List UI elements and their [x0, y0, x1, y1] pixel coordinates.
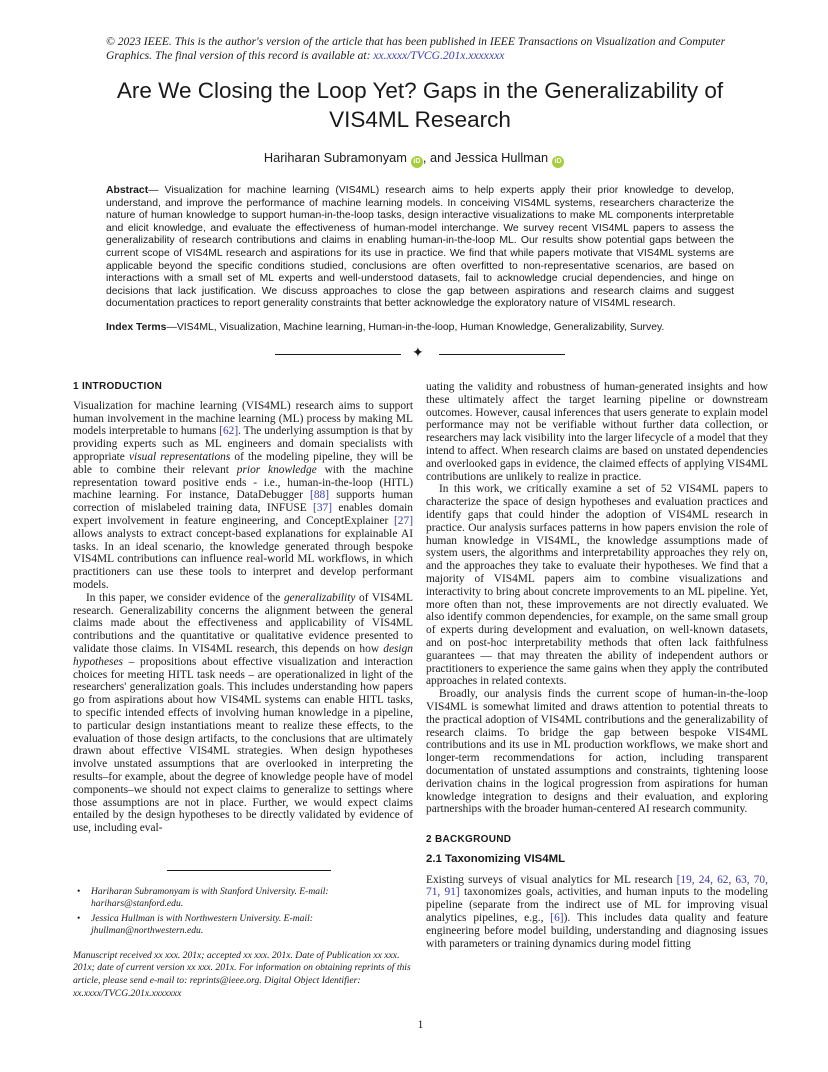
- copyright-notice: [106, 35, 734, 64]
- intro-paragraph-2: In this paper, we consider evidence of the generalizability of VIS4ML research. Generalizability concerns the alignment between the general claims made about the effectiveness and applicability of VIS4ML contributions and the quantitative or qualitative evidence presented to validate those claims. In VIS4ML research, this depends on how design hypotheses – propositions about effective visualization and interaction choices for meeting HITL task needs – are operationalized in light of the researchers' generalization goals. This includes understanding how papers go from aspirations about how VIS4ML systems can enable HITL tasks, to specific intended effects of involving human knowledge in a pipeline, to particular design instantiations meant to realize these effects, to the evaluation of those design artifacts, to the conclusions that are ultimately drawn about effective VIS4ML strategies. When design hypotheses involve unstated assumptions that are overlooked in interpreting the results–for example, about the degree of knowledge people have of model components–we should not expect claims to generalize to settings where those assumptions are not in place. Further, we would expect claims entailed by the design hypotheses to be directly validated by evidence of use, including eval-: [73, 591, 413, 835]
- abstract-text: — Visualization for machine learning (VIS4ML) research aims to help experts apply their prior knowledge to develop, understand, and improve the performance of machine learning models. In conceiving VIS4ML systems, researchers characterize the nature of human knowledge to support human-in-the-loop tasks, design interactive visualizations to make ML components interpretable and elicit knowledge, and evaluate the effectiveness of human-model interchange. We survey recent VIS4ML papers to assess the generalizability of research contributions and claims in enabling human-in-the-loop ML. Our results show potential gaps between the current scope of VIS4ML research and aspirations for its use in practice. We find that while papers motivate that VIS4ML systems are applicable beyond the specific conditions studied, conclusions are often overfitted to non-representative scenarios, are based on interactions with a small set of ML experts and well-understood datasets, fail to acknowledge crucial dependencies, and hinge on decisions that lack justification. We discuss approaches to close the gap between aspirations and research claims and suggest documentation practices to report generality constraints that better acknowledge the exploratory nature of VIS4ML research.: [106, 185, 734, 310]
- footnote-rule: [167, 870, 331, 871]
- section-heading-background: 2 BACKGROUND: [426, 834, 512, 846]
- abstract: [106, 185, 734, 311]
- author-line: [0, 150, 828, 168]
- orcid-icon-2[interactable]: iD: [552, 156, 564, 168]
- intro-paragraph-3: uating the validity and robustness of human-generated insights and how these ultimately affect the target learning pipeline or downstream outcomes. However, causal inferences that users generate to explain model performance may not be verifiable without further data collection, or researchers may lack visibility into the larger lifecycle of a model that they intend to affect. When research claims are based on unstated dependencies and overlooked gaps in evidence, the claimed effects of applying VIS4ML contributions are unlikely to realize in practice.: [426, 381, 768, 483]
- intro-paragraph-5: Broadly, our analysis finds the current scope of human-in-the-loop VIS4ML is somewhat limited and draws attention to potential threats to the practical adoption of VIS4ML contributions and the generalizability of research claims. To bridge the gap between bespoke VIS4ML contributions and its use in ML production workflows, we make short and longer-term recommendations for action, including transparent documentation of unstated assumptions and constraints, tightening loose derivation chains in the logical progression from aspirations for human knowledge integration to designs and their evaluation, and exploring partnerships with the broader human-centered AI research community.: [426, 688, 768, 816]
- divider-line-left: [275, 354, 401, 355]
- citation-link[interactable]: [37]: [313, 502, 333, 515]
- left-column: [73, 381, 413, 835]
- citation-link[interactable]: [19, 24, 62, 63, 70, 71, 91]: [426, 873, 768, 899]
- citation-link[interactable]: [6]: [550, 912, 564, 925]
- manuscript-note: Manuscript received xx xxx. 201x; accepted xx xxx. 201x. Date of Publication xx xxx. 201x; date of current version xx xxx. 201x. For information on obtaining reprints of this article, please send e-mail to: reprints@ieee.org. Digital Object Identifier: xx.xxxx/TVCG.201x.xxxxxxx: [73, 949, 411, 999]
- subsection-heading-taxonomizing: 2.1 Taxonomizing VIS4ML: [426, 852, 566, 865]
- page-number: 1: [417, 1019, 424, 1031]
- footnote-author-1: • Hariharan Subramonyam is with Stanford University. E-mail: harihars@stanford.edu.: [73, 886, 413, 910]
- copyright-text: © 2023 IEEE. This is the author's version of the article that has been published in IEEE Transactions on Visualization and Computer Graphics. The final version of this record is available at:: [106, 35, 726, 63]
- index-terms-text: —VIS4ML, Visualization, Machine learning, Human-in-the-loop, Human Knowledge, Generalizability, Survey.: [166, 322, 665, 333]
- diamond-star-icon: ✦: [412, 345, 424, 361]
- orcid-icon-1[interactable]: iD: [411, 156, 423, 168]
- divider-line-right: [439, 354, 565, 355]
- section-heading-introduction: 1 INTRODUCTION: [73, 381, 163, 392]
- index-terms-label: Index Terms: [106, 322, 167, 333]
- section-divider: [275, 347, 565, 361]
- author-name-2: Jessica Hullman: [454, 150, 549, 165]
- author-name-1: Hariharan Subramonyam: [263, 150, 407, 165]
- right-column: [426, 381, 768, 950]
- index-terms: [106, 322, 734, 335]
- author-separator: , and: [422, 150, 455, 165]
- citation-link[interactable]: [27]: [394, 514, 413, 527]
- footnotes: [73, 870, 413, 1001]
- paper-title: Are We Closing the Loop Yet? Gaps in the Generalizability of VIS4ML Research: [116, 78, 724, 132]
- citation-link[interactable]: [88]: [310, 489, 330, 502]
- citation-link[interactable]: [62]: [219, 425, 239, 438]
- intro-paragraph-4: In this work, we critically examine a set of 52 VIS4ML papers to characterize the space of design hypotheses and evaluation practices and identify gaps that could hinder the adoption of VIS4ML research in practice. Our analysis surfaces patterns in how papers envision the role of human knowledge in VIS4ML, the knowledge assumptions made of system users, the algorithms and interpretability approaches they rely on, and the approaches they take to evaluate their hypotheses. We find that a majority of VIS4ML papers aim to combine visualizations and interactivity to bring about concrete improvements to an ML pipeline. Yet, more often than not, these improvements are not directly evaluated. We also identify common dependencies, for example, on the same small group of experts during development and evaluation, on well-known datasets, and on post-hoc interpretability methods that often lack faithfulness guarantees — that may threaten the ability of independent authors or practitioners to experience the same gains when they apply the contributed approaches in related contexts.: [426, 483, 768, 688]
- footnote-author-2: • Jessica Hullman is with Northwestern University. E-mail: jhullman@northwestern.edu.: [73, 913, 413, 937]
- background-paragraph-1: Existing surveys of visual analytics for ML research [19, 24, 62, 63, 70, 71, 91] taxonomizes goals, activities, and human inputs to the modeling pipeline (separate from the indirect use of ML for improving visual analytics pipelines, e.g., [6]). This includes data quality and feature engineering before model building, understanding and diagnosing issues with parameters or training dynamics during model fitting: [426, 873, 768, 950]
- intro-paragraph-1: Visualization for machine learning (VIS4ML) research aims to support human involvement in the machine learning (ML) process by making ML models interpretable to humans [62]. The underlying assumption is that by providing experts such as ML engineers and domain specialists with appropriate visual representations of the modeling pipeline, they will be able to combine their relevant prior knowledge with the machine representation toward positive ends - i.e., human-in-the-loop (HITL) machine learning. For instance, DataDebugger [88] supports human correction of mislabeled training data, INFUSE [37] enables domain expert involvement in feature engineering, and ConceptExplainer [27] allows analysts to extract concept-based explanations for explainable AI tasks. In an ideal scenario, the knowledge generated through bespoke VIS4ML contributions can influence real-world ML workflows, in which practitioners can use these tools to interpret and develop performant models.: [73, 399, 413, 591]
- abstract-label: Abstract: [106, 185, 149, 196]
- doi-link[interactable]: xx.xxxx/TVCG.201x.xxxxxxx: [373, 49, 505, 63]
